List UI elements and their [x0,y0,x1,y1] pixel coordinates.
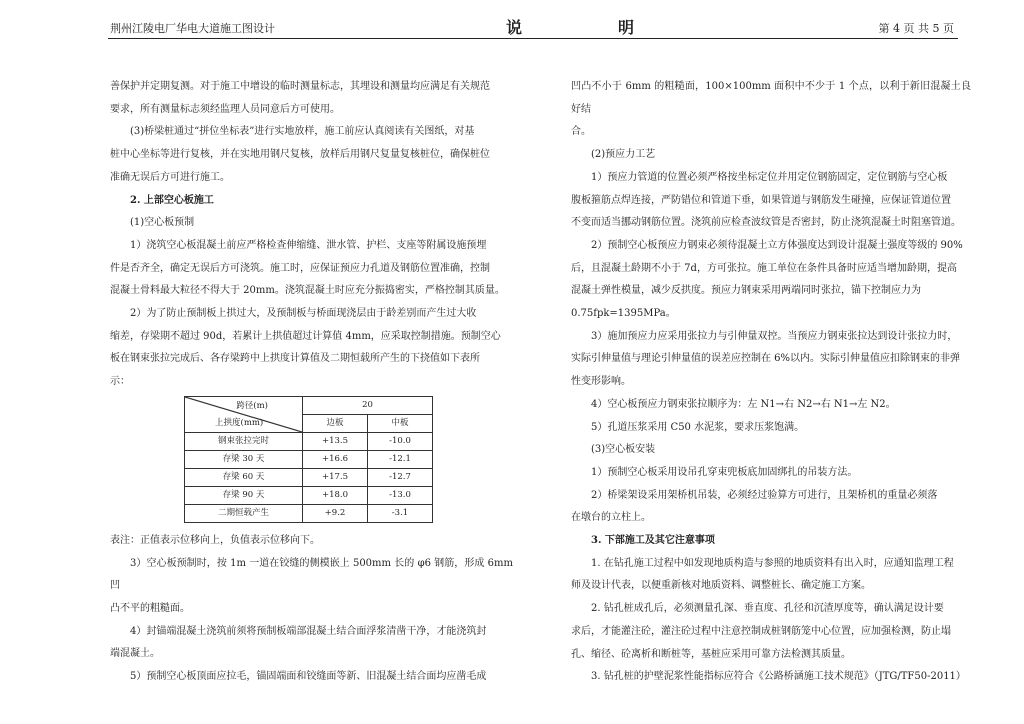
right-column [571,76,971,689]
text-line: 件是否齐全，确定无误后方可浇筑。施工时，应保证预应力孔道及钢筋位置准确，控制 [110,262,490,274]
text-line: 孔、缩径、砼离析和断桩等，基桩应采用可靠方法检测其质量。 [571,648,851,660]
section-heading: 2. 上部空心板施工 [130,194,214,206]
row-value: -12.1 [368,450,433,468]
text-line: 5）孔道压浆采用 C50 水泥浆，要求压浆饱满。 [591,421,805,433]
text-line: 实际引伸量值与理论引伸量值的误差应控制在 6%以内。实际引伸量值应扣除钢束的非弹 [571,353,961,365]
text-line: 端混凝土。 [110,648,160,660]
text-line: 缩差，存梁期不超过 90d，若累计上拱值超过计算值 4mm，应采取控制措施。预制空心 [110,330,501,342]
text-line: 4）空心板预应力钢束张拉顺序为：左 N1→右 N2→右 N1→左 N2。 [591,398,896,410]
text-line: 2）预制空心板预应力钢束必须待混凝土立方体强度达到设计混凝土强度等级的 90% [591,239,963,251]
text-line: 不变而适当挪动钢筋位置。浇筑前应检查波纹管是否密封，防止浇筑混凝土时阻塞管道。 [571,217,961,229]
left-column [110,76,513,689]
text-line: 在墩台的立柱上。 [571,512,651,524]
table-diagonal-header [185,396,303,432]
table-row [185,468,433,486]
text-line: 求后，才能灌注砼，灌注砼过程中注意控制成桩钢筋笼中心位置，应加强检测，防止塌 [571,625,951,637]
text-line: 后，且混凝土龄期不小于 7d，方可张拉。施工单位在条件具备时应适当增加龄期，提高 [571,262,957,274]
text-line: 2. 钻孔桩成孔后，必须测量孔深、垂直度、孔径和沉渣厚度等，确认满足设计要 [591,603,944,615]
row-label: 存梁 60 天 [185,468,303,486]
text-line: 3）空心板预制时，按 1m 一道在铰缝的侧模嵌上 500mm 长的 φ6 钢筋，形成 6mm 凹 [110,557,513,592]
text-line: 5）预制空心板顶面应拉毛，锚固端面和铰缝面等新、旧混凝土结合面均应凿毛成 [130,671,487,683]
text-line: 2）为了防止预制板上拱过大，及预制板与桥面现浇层由于龄差别而产生过大收 [130,308,477,320]
page-number: 第 4 页 共 5 页 [878,22,954,35]
header-rule [108,38,958,39]
camber-table [184,396,433,523]
table-note: 表注：正值表示位移向上，负值表示位移向下。 [110,534,320,546]
text-line: 1）预应力管道的位置必须严格按坐标定位并用定位钢筋固定，定位钢筋与空心板 [591,171,948,183]
text-line: 善保护并定期复测。对于施工中增设的临时测量标志，其埋设和测量均应满足有关规范 [110,81,490,92]
text-line: 师及设计代表，以便重新核对地质资料、调整桩长、确定施工方案。 [571,580,871,592]
text-line: 0.75fpk=1395MPa。 [571,308,676,320]
row-label: 存梁 30 天 [185,450,303,468]
row-value: +9.2 [303,504,368,522]
span-value: 20 [303,396,433,414]
span-header: 跨径(m) [236,400,268,411]
text-line: 混凝土弹性模量，减少反拱度。预应力钢束采用两端同时张拉，锚下控制应力为 [571,285,921,297]
row-value: -10.0 [368,432,433,450]
text-line: 准确无误后方可进行施工。 [110,171,230,183]
table-row [185,504,433,522]
text-line: 凹凸不小于 6mm 的粗糙面，100×100mm 面积中不少于 1 个点，以利于新旧混凝土良好结 [571,81,971,115]
text-line: 合。 [571,126,591,138]
text-line: 凸不平的粗糙面。 [110,602,190,614]
col-edge-plate: 边板 [303,414,368,432]
text-line: 2）桥梁架设采用架桥机吊装，必须经过验算方可进行，且架桥机的重量必须落 [591,489,938,501]
text-line: 示： [110,376,130,388]
row-label: 二期恒载产生 [185,504,303,522]
text-line: (3)桥梁桩通过“拼位坐标表”进行实地放样，施工前应认真阅读有关图纸，对基 [130,126,475,138]
text-line: 4）封锚端混凝土浇筑前须将预制板端部混凝土结合面浮浆清凿干净，才能浇筑封 [130,625,487,637]
row-label: 钢束张拉完时 [185,432,303,450]
section-heading: 3. 下部施工及其它注意事项 [591,535,715,547]
subsection-heading: (1)空心板预制 [130,217,195,229]
table-row [185,486,433,504]
text-line: 3. 钻孔桩的护壁泥浆性能指标应符合《公路桥涵施工技术规范》（JTG/TF50-2011） [591,671,966,683]
text-line: 1. 在钻孔施工过程中如发现地质构造与参照的地质资料有出入时，应通知监理工程 [591,557,954,569]
project-name: 荆州江陵电厂华电大道施工图设计 [110,22,275,35]
table-row [185,450,433,468]
text-line: 混凝土骨料最大粒径不得大于 20mm。浇筑混凝土时应充分振捣密实，严格控制其质量。 [110,285,505,297]
sheet-title: 说 明 [506,18,675,37]
subsection-heading: (3)空心板安装 [591,444,656,456]
table-row [185,432,433,450]
row-value: -13.0 [368,486,433,504]
text-line: 1）预制空心板采用设吊孔穿束兜板底加固绑扎的吊装方法。 [591,466,858,478]
row-value: -3.1 [368,504,433,522]
row-value: +16.6 [303,450,368,468]
row-value: -12.7 [368,468,433,486]
text-line: 性变形影响。 [571,376,631,388]
subsection-heading: (2)预应力工艺 [591,149,656,161]
row-value: +13.5 [303,432,368,450]
text-line: 桩中心坐标等进行复核，并在实地用钢尺复核，放样后用钢尺复量复核桩位，确保桩位 [110,149,490,161]
row-value: +17.5 [303,468,368,486]
text-line: 1）浇筑空心板混凝土前应严格检查伸缩缝、泄水管、护栏、支座等附属设施预埋 [130,239,487,251]
row-header: 上拱度(mm) [215,417,264,428]
row-value: +18.0 [303,486,368,504]
col-middle-plate: 中板 [368,414,433,432]
text-line: 板在钢束张拉完成后、各存梁跨中上拱度计算值及二期恒载所产生的下挠值如下表所 [110,353,480,365]
camber-table-figure [110,396,513,528]
text-line: 要求，所有测量标志须经监理人员同意后方可使用。 [110,103,340,115]
row-label: 存梁 90 天 [185,486,303,504]
text-line: 腹板箍筋点焊连接，严防错位和管道下垂，如果管道与钢筋发生碰撞，应保证管道位置 [571,194,951,206]
text-line: 3）施加预应力应采用张拉力与引伸量双控。当预应力钢束张拉达到设计张拉力时， [591,330,958,342]
